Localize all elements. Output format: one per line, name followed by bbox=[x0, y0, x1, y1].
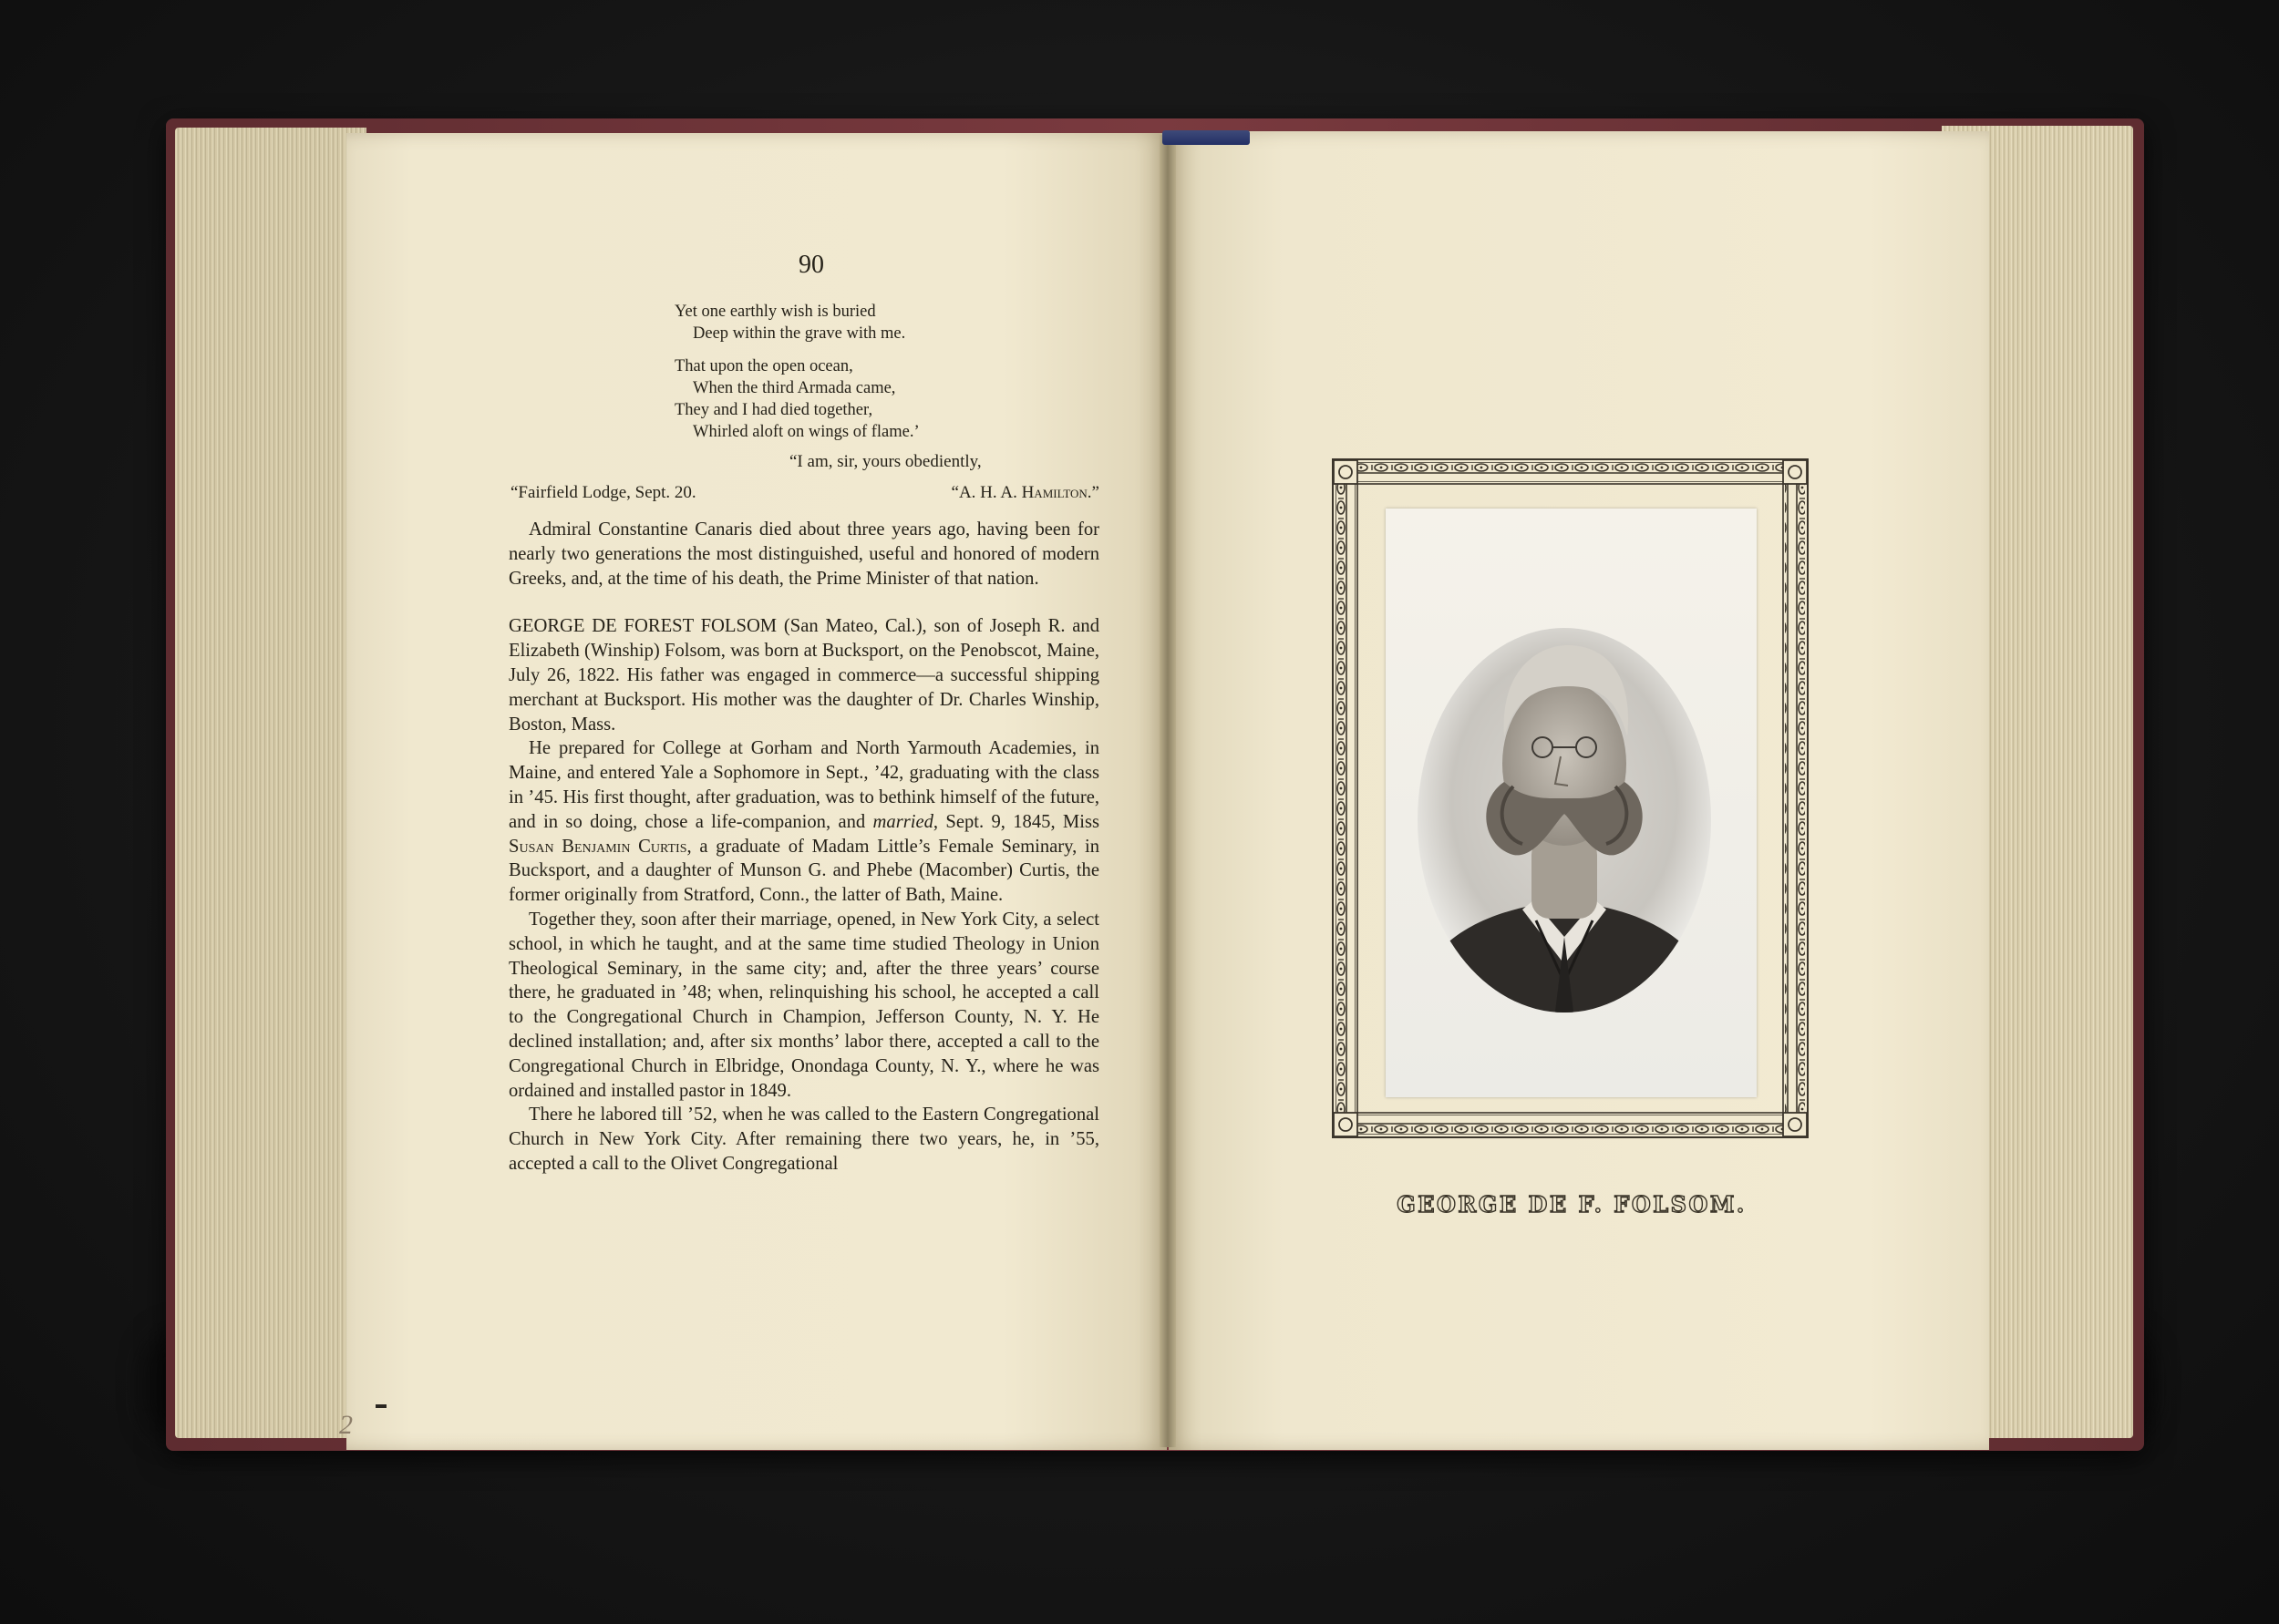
book-gutter bbox=[1160, 135, 1176, 1447]
portrait-photo bbox=[1386, 509, 1757, 1097]
letter-dateline: “Fairfield Lodge, Sept. 20. bbox=[510, 483, 696, 502]
paragraph-folsom-career: Together they, soon after their marriage, opened, in New York City, a select school, in which he taught, and at the same time studied Theology in Union Theological Seminary, in the same city; and, after the three years’ course there, he graduated in ’48; when, relinquishing his school, he accepted a call to the Congregational Church in Champion, Jefferson County, N. Y. He declined installation; and, after six months’ labor there, accepted a call to the Congregational Church in Elbridge, Onondaga County, N. Y., where he was ordained and installed pastor in 1849. bbox=[509, 909, 1099, 1101]
poem-line: That upon the open ocean, bbox=[675, 357, 853, 375]
poem-line: Yet one earthly wish is buried bbox=[675, 303, 876, 321]
letter-signature: “A. H. A. Hamilton.” bbox=[951, 483, 1099, 502]
poem-stanza-2 bbox=[675, 355, 920, 443]
text-run: He prepared for College at Gorham and North Yarmouth Academies, in Maine, and entered Yale a Sophomore in Sept., ’42, graduating with the class in ’45. His first thought, after graduation, was to bethink himself of the future, and in so doing, chose a life-companion, and bbox=[509, 738, 1099, 832]
spouse-name: Susan Benjamin Curtis bbox=[509, 836, 687, 857]
left-page-edges bbox=[175, 128, 366, 1438]
poem-line: Whirled aloft on wings of flame.’ bbox=[693, 423, 920, 441]
page-number: 90 bbox=[799, 251, 824, 279]
text-run: , a graduate of Madam Little’s Female Seminary, in Bucksport, and a daughter of Munson G. and Phebe (Macomber) Curtis, the former originally from Stratford, Conn., the latter of Bath, Maine. bbox=[509, 836, 1099, 906]
poem-line: Deep within the grave with me. bbox=[693, 324, 906, 343]
italic-married: married bbox=[872, 811, 933, 832]
paragraph-folsom-later: There he labored till ’52, when he was called to the Eastern Congregational Church in New York City. After remaining there two years, he, in ’55, accepted a call to the Olivet Congregational bbox=[509, 1105, 1099, 1174]
portrait-photo-card bbox=[1386, 509, 1757, 1097]
paragraph-folsom-education bbox=[509, 736, 1099, 908]
pencil-annotation: 2 bbox=[339, 1410, 353, 1440]
paragraph-folsom-intro: GEORGE DE FOREST FOLSOM (San Mateo, Cal.), son of Joseph R. and Elizabeth (Winship) Folsom, was born at Bucksport, on the Penobscot, Maine, July 26, 1822. His father was engaged in commerce—a successful shipping merchant at Bucksport. His mother was the daughter of Dr. Charles Winship, Boston, Mass. bbox=[509, 616, 1099, 735]
portrait-caption: GEORGE DE F. FOLSOM. bbox=[1397, 1191, 1747, 1218]
paragraph-canaris: Admiral Constantine Canaris died about three years ago, having been for nearly two generations the most distinguished, useful and honored of modern Greeks, and, at the time of his death, the Prime Minister of that nation. bbox=[509, 519, 1099, 589]
text-run: , Sept. 9, 1845, Miss bbox=[933, 811, 1099, 832]
body-text bbox=[509, 518, 1099, 1177]
poem-line: They and I had died together, bbox=[675, 401, 873, 419]
letter-signoff: “I am, sir, yours obediently, bbox=[789, 452, 982, 471]
poem-line: When the third Armada came, bbox=[693, 379, 896, 397]
poem-stanza-1 bbox=[675, 301, 905, 344]
ink-mark bbox=[376, 1404, 387, 1408]
headband bbox=[1162, 130, 1250, 145]
